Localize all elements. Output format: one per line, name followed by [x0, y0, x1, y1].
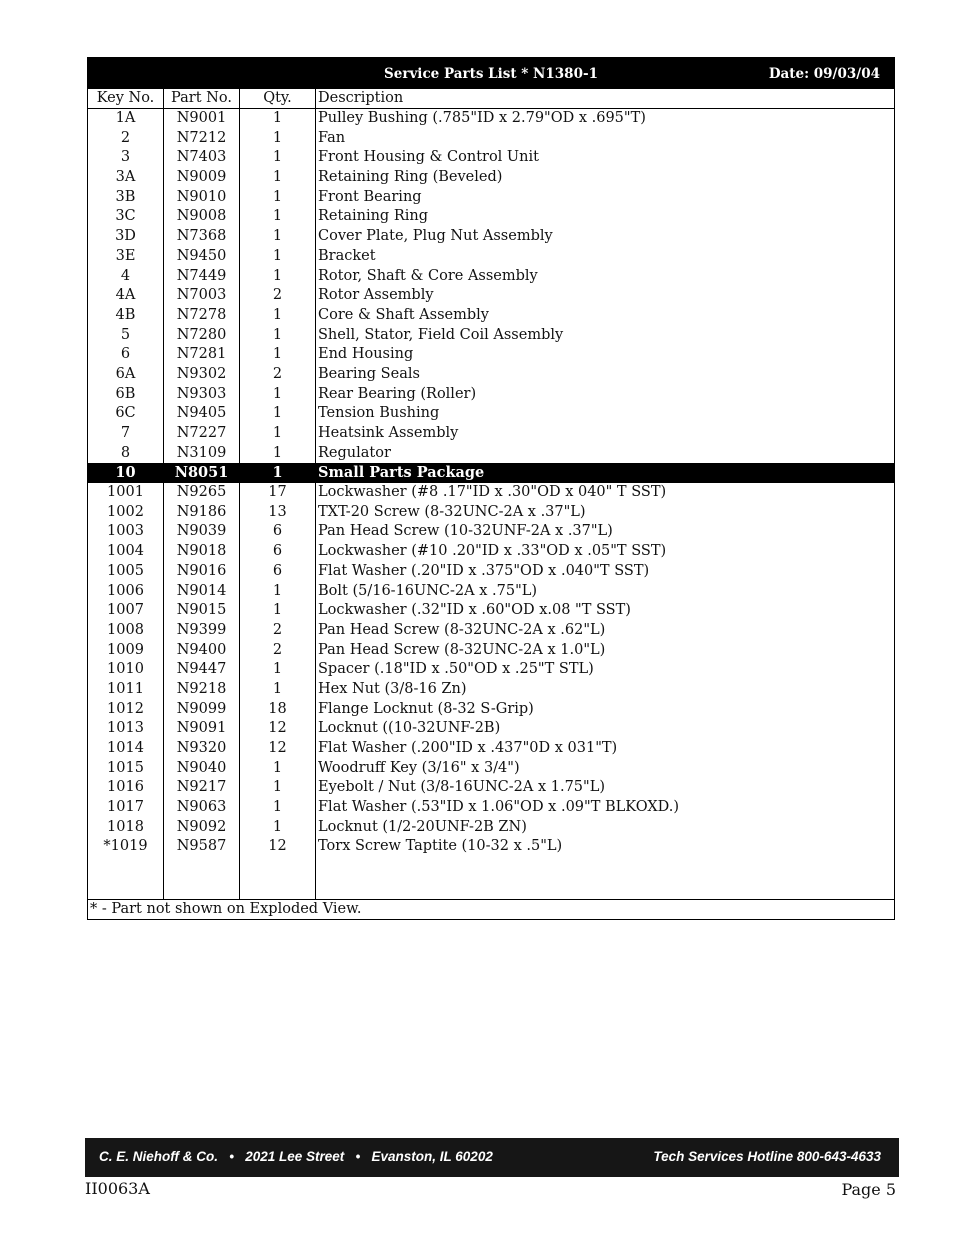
cell-qty: 18	[240, 700, 316, 720]
cell-part-no: N9001	[164, 109, 240, 129]
cell-qty: 1	[240, 680, 316, 700]
cell-description: Locknut ((10-32UNF-2B)	[318, 720, 501, 737]
cell-qty: 1	[240, 385, 316, 405]
cell-part-no: N9405	[164, 404, 240, 424]
table-row	[88, 267, 894, 287]
cell-qty: 1	[240, 109, 316, 129]
cell-qty: 1	[240, 188, 316, 208]
cell-qty: 1	[240, 601, 316, 621]
table-row	[88, 109, 894, 129]
cell-part-no: N9186	[164, 503, 240, 523]
cell-part-no: N9010	[164, 188, 240, 208]
cell-description: Rear Bearing (Roller)	[318, 385, 477, 402]
cell-key-no: 3B	[88, 188, 164, 208]
cell-key-no: 1001	[88, 483, 164, 503]
cell-key-no: 1004	[88, 542, 164, 562]
cell-description: Pulley Bushing (.785"ID x 2.79"OD x .695"T)	[318, 110, 646, 126]
parts-rows	[88, 109, 894, 463]
cell-part-no: N7227	[164, 424, 240, 444]
cell-qty: 2	[240, 621, 316, 641]
cell-key-no: 1005	[88, 562, 164, 582]
cell-description: Retaining Ring	[318, 208, 428, 225]
footer-company-address: C. E. Niehoff & Co. • 2021 Lee Street • Evanston, IL 60202	[99, 1149, 493, 1164]
small-parts-rows	[88, 483, 894, 857]
cell-key-no: 7	[88, 424, 164, 444]
cell-key-no: 1011	[88, 680, 164, 700]
cell-part-no: N7368	[164, 227, 240, 247]
cell-key-no: 1002	[88, 503, 164, 523]
cell-description: Bearing Seals	[318, 365, 420, 382]
cell-part-no: N9092	[164, 818, 240, 838]
table-row	[88, 798, 894, 818]
cell-description: Woodruff Key (3/16" x 3/4")	[318, 759, 520, 776]
cell-part-no: N9040	[164, 759, 240, 779]
cell-description: Eyebolt / Nut (3/8-16UNC-2A x 1.75"L)	[318, 779, 605, 796]
table-row	[88, 385, 894, 405]
cell-key-no: 1007	[88, 601, 164, 621]
table-row	[88, 345, 894, 365]
cell-qty: 1	[240, 424, 316, 444]
cell-description: TXT-20 Screw (8-32UNC-2A x .37"L)	[318, 503, 586, 520]
table-row	[88, 837, 894, 857]
cell-part-no: N7281	[164, 345, 240, 365]
table-blank-space	[88, 857, 894, 899]
table-footnote: * - Part not shown on Exploded View.	[88, 899, 894, 919]
cell-description: Flat Washer (.200"ID x .437"0D x 031"T)	[318, 740, 618, 756]
cell-key-no: 6A	[88, 365, 164, 385]
cell-key-no: 6C	[88, 404, 164, 424]
table-row	[88, 818, 894, 838]
cell-qty: 13	[240, 503, 316, 523]
cell-part-no: N9063	[164, 798, 240, 818]
cell-part-no: N9303	[164, 385, 240, 405]
cell-key-no: 1A	[88, 109, 164, 129]
cell-key-no: 4	[88, 267, 164, 287]
cell-part-no: N9014	[164, 582, 240, 602]
cell-key-no: 1006	[88, 582, 164, 602]
cell-part-no: N7449	[164, 267, 240, 287]
cell-description: Fan	[318, 129, 346, 146]
cell-key-no: 3A	[88, 168, 164, 188]
cell-part-no: N9008	[164, 207, 240, 227]
table-row	[88, 286, 894, 306]
cell-qty: 12	[240, 719, 316, 739]
cell-key-no: 1018	[88, 818, 164, 838]
cell-key-no: 1015	[88, 759, 164, 779]
cell-qty: 6	[240, 522, 316, 542]
cell-qty: 17	[240, 483, 316, 503]
cell-key-no: 5	[88, 326, 164, 346]
section-part-no: N8051	[164, 463, 240, 483]
cell-description: Shell, Stator, Field Coil Assembly	[318, 326, 564, 343]
cell-key-no: 3D	[88, 227, 164, 247]
cell-qty: 1	[240, 326, 316, 346]
table-row	[88, 582, 894, 602]
column-header-key-no: Key No.	[88, 89, 164, 108]
cell-qty: 1	[240, 798, 316, 818]
cell-description: Heatsink Assembly	[318, 425, 459, 441]
table-row	[88, 306, 894, 326]
cell-key-no: 4A	[88, 286, 164, 306]
cell-part-no: N9016	[164, 562, 240, 582]
cell-part-no: N9587	[164, 837, 240, 857]
cell-key-no: 2	[88, 129, 164, 149]
table-row	[88, 424, 894, 444]
table-row	[88, 522, 894, 542]
table-row	[88, 759, 894, 779]
cell-key-no: 1013	[88, 719, 164, 739]
table-row	[88, 207, 894, 227]
table-row	[88, 404, 894, 424]
cell-part-no: N9018	[164, 542, 240, 562]
table-row	[88, 503, 894, 523]
cell-key-no: 6	[88, 345, 164, 365]
cell-description: Lockwasher (.32"ID x .60"OD x.08 "T SST)	[318, 602, 631, 619]
column-header-qty: Qty.	[240, 89, 316, 108]
column-header-row	[88, 89, 894, 109]
cell-qty: 1	[240, 247, 316, 267]
table-row	[88, 247, 894, 267]
service-parts-table	[87, 57, 895, 920]
cell-key-no: 6B	[88, 385, 164, 405]
cell-qty: 12	[240, 739, 316, 759]
cell-description: Flange Locknut (8-32 S-Grip)	[318, 700, 534, 717]
cell-key-no: 1003	[88, 522, 164, 542]
cell-qty: 12	[240, 837, 316, 857]
cell-qty: 1	[240, 267, 316, 287]
cell-qty: 2	[240, 641, 316, 661]
table-row	[88, 227, 894, 247]
cell-part-no: N9217	[164, 778, 240, 798]
cell-qty: 1	[240, 444, 316, 464]
cell-description: End Housing	[318, 346, 414, 363]
cell-part-no: N9099	[164, 700, 240, 720]
table-row	[88, 719, 894, 739]
cell-part-no: N9265	[164, 483, 240, 503]
table-row	[88, 365, 894, 385]
cell-part-no: N9320	[164, 739, 240, 759]
cell-description: Locknut (1/2-20UNF-2B ZN)	[318, 818, 527, 835]
cell-part-no: N9218	[164, 680, 240, 700]
cell-description: Rotor, Shaft & Core Assembly	[318, 267, 538, 284]
table-row	[88, 621, 894, 641]
table-title-bar	[88, 58, 894, 89]
table-row	[88, 188, 894, 208]
cell-qty: 6	[240, 562, 316, 582]
cell-qty: 1	[240, 404, 316, 424]
cell-description: Spacer (.18"ID x .50"OD x .25"T STL)	[318, 661, 594, 678]
cell-key-no: 1016	[88, 778, 164, 798]
cell-part-no: N9039	[164, 522, 240, 542]
section-qty: 1	[240, 463, 316, 483]
cell-key-no: 1017	[88, 798, 164, 818]
cell-description: Lockwasher (#10 .20"ID x .33"OD x .05"T SST)	[318, 543, 667, 560]
cell-part-no: N9450	[164, 247, 240, 267]
cell-key-no: *1019	[88, 837, 164, 857]
document-number: II0063A	[85, 1179, 150, 1198]
table-row	[88, 129, 894, 149]
table-row	[88, 326, 894, 346]
cell-qty: 1	[240, 129, 316, 149]
cell-description: Pan Head Screw (8-32UNC-2A x .62"L)	[318, 621, 606, 638]
cell-part-no: N9447	[164, 660, 240, 680]
cell-key-no: 8	[88, 444, 164, 464]
table-row	[88, 700, 894, 720]
cell-description: Front Bearing	[318, 188, 422, 205]
table-date: Date: 09/03/04	[768, 66, 880, 82]
table-row	[88, 168, 894, 188]
cell-part-no: N9015	[164, 601, 240, 621]
cell-key-no: 3C	[88, 207, 164, 227]
cell-key-no: 4B	[88, 306, 164, 326]
cell-description: Rotor Assembly	[318, 287, 434, 304]
cell-description: Retaining Ring (Beveled)	[318, 169, 503, 186]
cell-qty: 2	[240, 365, 316, 385]
cell-qty: 2	[240, 286, 316, 306]
cell-qty: 6	[240, 542, 316, 562]
cell-key-no: 1009	[88, 641, 164, 661]
table-row	[88, 562, 894, 582]
footer-hotline: Tech Services Hotline 800-643-4633	[653, 1149, 881, 1164]
section-key-no: 10	[88, 463, 164, 483]
cell-key-no: 1008	[88, 621, 164, 641]
cell-description: Core & Shaft Assembly	[318, 306, 489, 323]
table-row	[88, 680, 894, 700]
cell-description: Bolt (5/16-16UNC-2A x .75"L)	[318, 582, 538, 599]
cell-description: Lockwasher (#8 .17"ID x .30"OD x 040" T SST)	[318, 484, 667, 501]
table-row	[88, 641, 894, 661]
footer-bar	[85, 1138, 899, 1177]
cell-part-no: N7278	[164, 306, 240, 326]
cell-description: Regulator	[318, 444, 391, 461]
section-row-small-parts	[88, 463, 894, 483]
cell-qty: 1	[240, 207, 316, 227]
cell-part-no: N9400	[164, 641, 240, 661]
cell-qty: 1	[240, 660, 316, 680]
cell-qty: 1	[240, 818, 316, 838]
cell-key-no: 1012	[88, 700, 164, 720]
cell-description: Flat Washer (.53"ID x 1.06"OD x .09"T BLKOXD.)	[318, 799, 680, 816]
cell-qty: 1	[240, 345, 316, 365]
cell-part-no: N7280	[164, 326, 240, 346]
table-row	[88, 660, 894, 680]
table-title: Service Parts List * N1380-1	[384, 66, 598, 82]
table-row	[88, 542, 894, 562]
cell-part-no: N3109	[164, 444, 240, 464]
cell-description: Pan Head Screw (10-32UNF-2A x .37"L)	[318, 523, 613, 540]
cell-description: Bracket	[318, 247, 376, 264]
cell-part-no: N7403	[164, 148, 240, 168]
cell-description: Hex Nut (3/8-16 Zn)	[318, 680, 467, 697]
column-header-description: Description	[318, 90, 404, 106]
cell-qty: 1	[240, 227, 316, 247]
cell-part-no: N9091	[164, 719, 240, 739]
cell-description: Tension Bushing	[318, 405, 440, 422]
cell-description: Cover Plate, Plug Nut Assembly	[318, 228, 553, 245]
cell-qty: 1	[240, 168, 316, 188]
page-number: Page 5	[841, 1180, 896, 1199]
cell-description: Flat Washer (.20"ID x .375"OD x .040"T SST)	[318, 562, 650, 579]
cell-key-no: 1010	[88, 660, 164, 680]
table-row	[88, 739, 894, 759]
cell-part-no: N9399	[164, 621, 240, 641]
cell-description: Pan Head Screw (8-32UNC-2A x 1.0"L)	[318, 641, 606, 658]
table-row	[88, 148, 894, 168]
cell-qty: 1	[240, 148, 316, 168]
cell-part-no: N9009	[164, 168, 240, 188]
cell-part-no: N9302	[164, 365, 240, 385]
cell-key-no: 1014	[88, 739, 164, 759]
cell-description: Torx Screw Taptite (10-32 x .5"L)	[318, 838, 563, 855]
column-header-part-no: Part No.	[164, 89, 240, 108]
cell-description: Front Housing & Control Unit	[318, 149, 539, 166]
cell-qty: 1	[240, 306, 316, 326]
cell-qty: 1	[240, 759, 316, 779]
cell-key-no: 3	[88, 148, 164, 168]
table-row	[88, 778, 894, 798]
cell-qty: 1	[240, 582, 316, 602]
cell-key-no: 3E	[88, 247, 164, 267]
cell-part-no: N7003	[164, 286, 240, 306]
section-description: Small Parts Package	[318, 464, 485, 482]
table-row	[88, 483, 894, 503]
table-row	[88, 444, 894, 464]
table-row	[88, 601, 894, 621]
cell-part-no: N7212	[164, 129, 240, 149]
cell-qty: 1	[240, 778, 316, 798]
